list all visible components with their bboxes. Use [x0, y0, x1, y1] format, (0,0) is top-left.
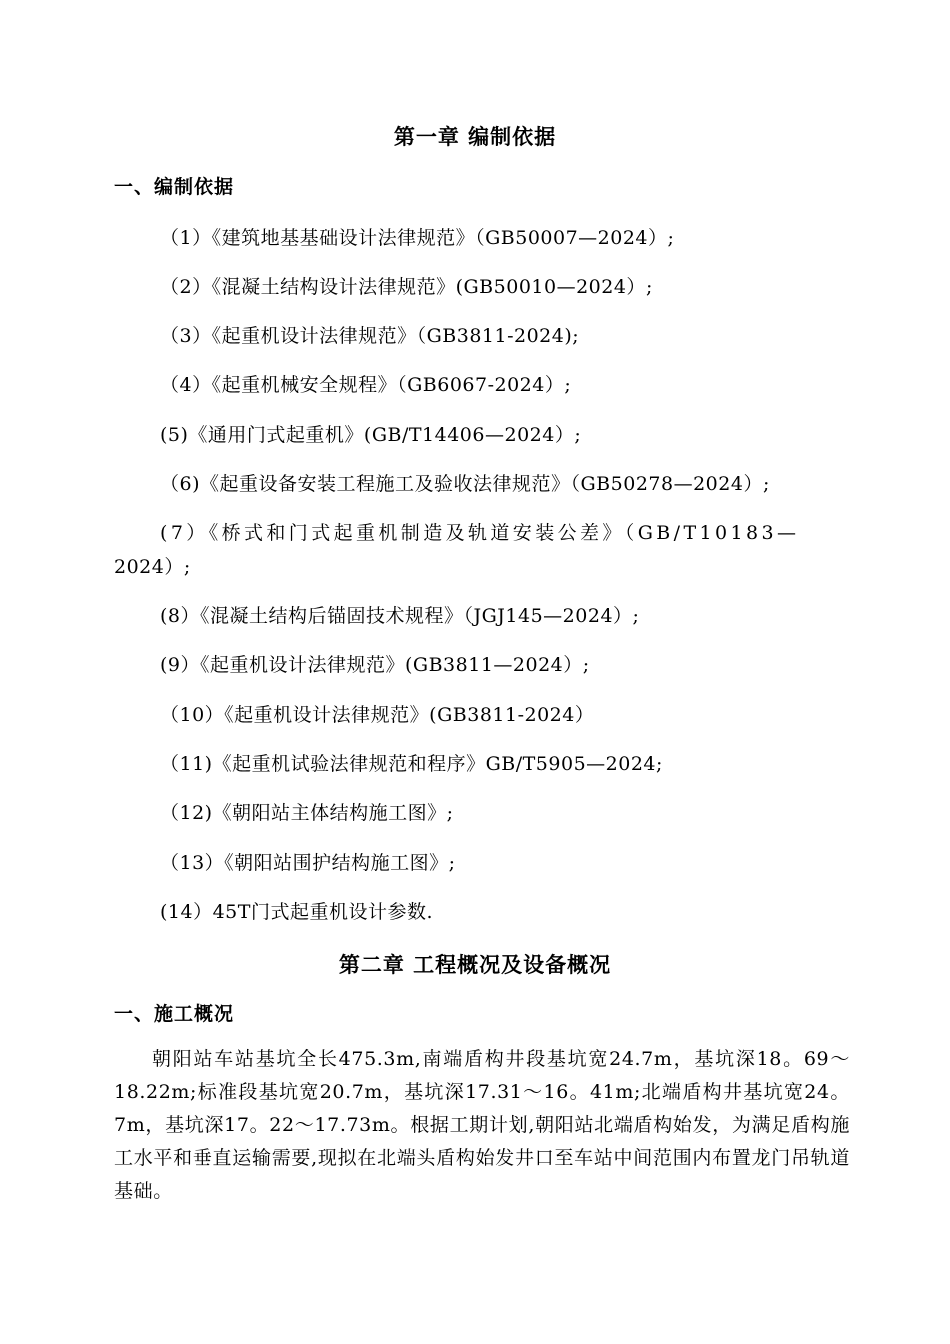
reference-item-8: (8）《混凝土结构后锚固技术规程》（JGJ145—2024）; [160, 605, 640, 627]
reference-item-12: （12)《朝阳站主体结构施工图》; [160, 802, 454, 824]
reference-item-14: (14）45T门式起重机设计参数. [160, 901, 433, 923]
section-construction-overview-title: 一、施工概况 [114, 1003, 235, 1025]
reference-item-13: （13）《朝阳站围护结构施工图》; [160, 852, 456, 874]
reference-item-7: (7）《桥式和门式起重机制造及轨道安装公差》（GB/T10183— [160, 522, 800, 544]
reference-item-2: （2）《混凝土结构设计法律规范》(GB50010—2024）; [160, 276, 653, 298]
reference-item-3: （3）《起重机设计法律规范》（GB3811-2024); [160, 325, 580, 347]
reference-item-5: (5)《通用门式起重机》(GB/T14406—2024）; [160, 424, 582, 446]
chapter-1-title: 第一章 编制依据 [393, 124, 557, 149]
reference-item-11: （11)《起重机试验法律规范和程序》GB/T5905—2024; [160, 753, 663, 775]
reference-item-7-continuation: 2024）; [114, 556, 191, 578]
reference-item-9: (9）《起重机设计法律规范》(GB3811—2024）; [160, 654, 590, 676]
reference-item-4: （4）《起重机械安全规程》（GB6067-2024）; [160, 374, 572, 396]
reference-item-10: （10）《起重机设计法律规范》(GB3811-2024） [160, 704, 595, 726]
section-basis-title: 一、编制依据 [114, 176, 235, 198]
construction-overview-paragraph: 朝阳站车站基坑全长475.3m,南端盾构井段基坑宽24.7m，基坑深18。69～18.22m;标准段基坑宽20.7m，基坑深17.31～16。41m;北端盾构井基坑宽24。7m，基坑深17。22～17.73m。根据工期计划,朝阳站北端盾构始发，为满足盾构施工水平和垂直运输需要,现拟在北端头盾构始发井口至车站中间范围内布置龙门吊轨道基础。 [114, 1048, 850, 1202]
chapter-2-title: 第二章 工程概况及设备概况 [338, 952, 612, 977]
reference-item-1: （1）《建筑地基基础设计法律规范》（GB50007—2024）; [160, 227, 675, 249]
reference-item-6: （6)《起重设备安装工程施工及验收法律规范》（GB50278—2024）; [160, 473, 770, 495]
